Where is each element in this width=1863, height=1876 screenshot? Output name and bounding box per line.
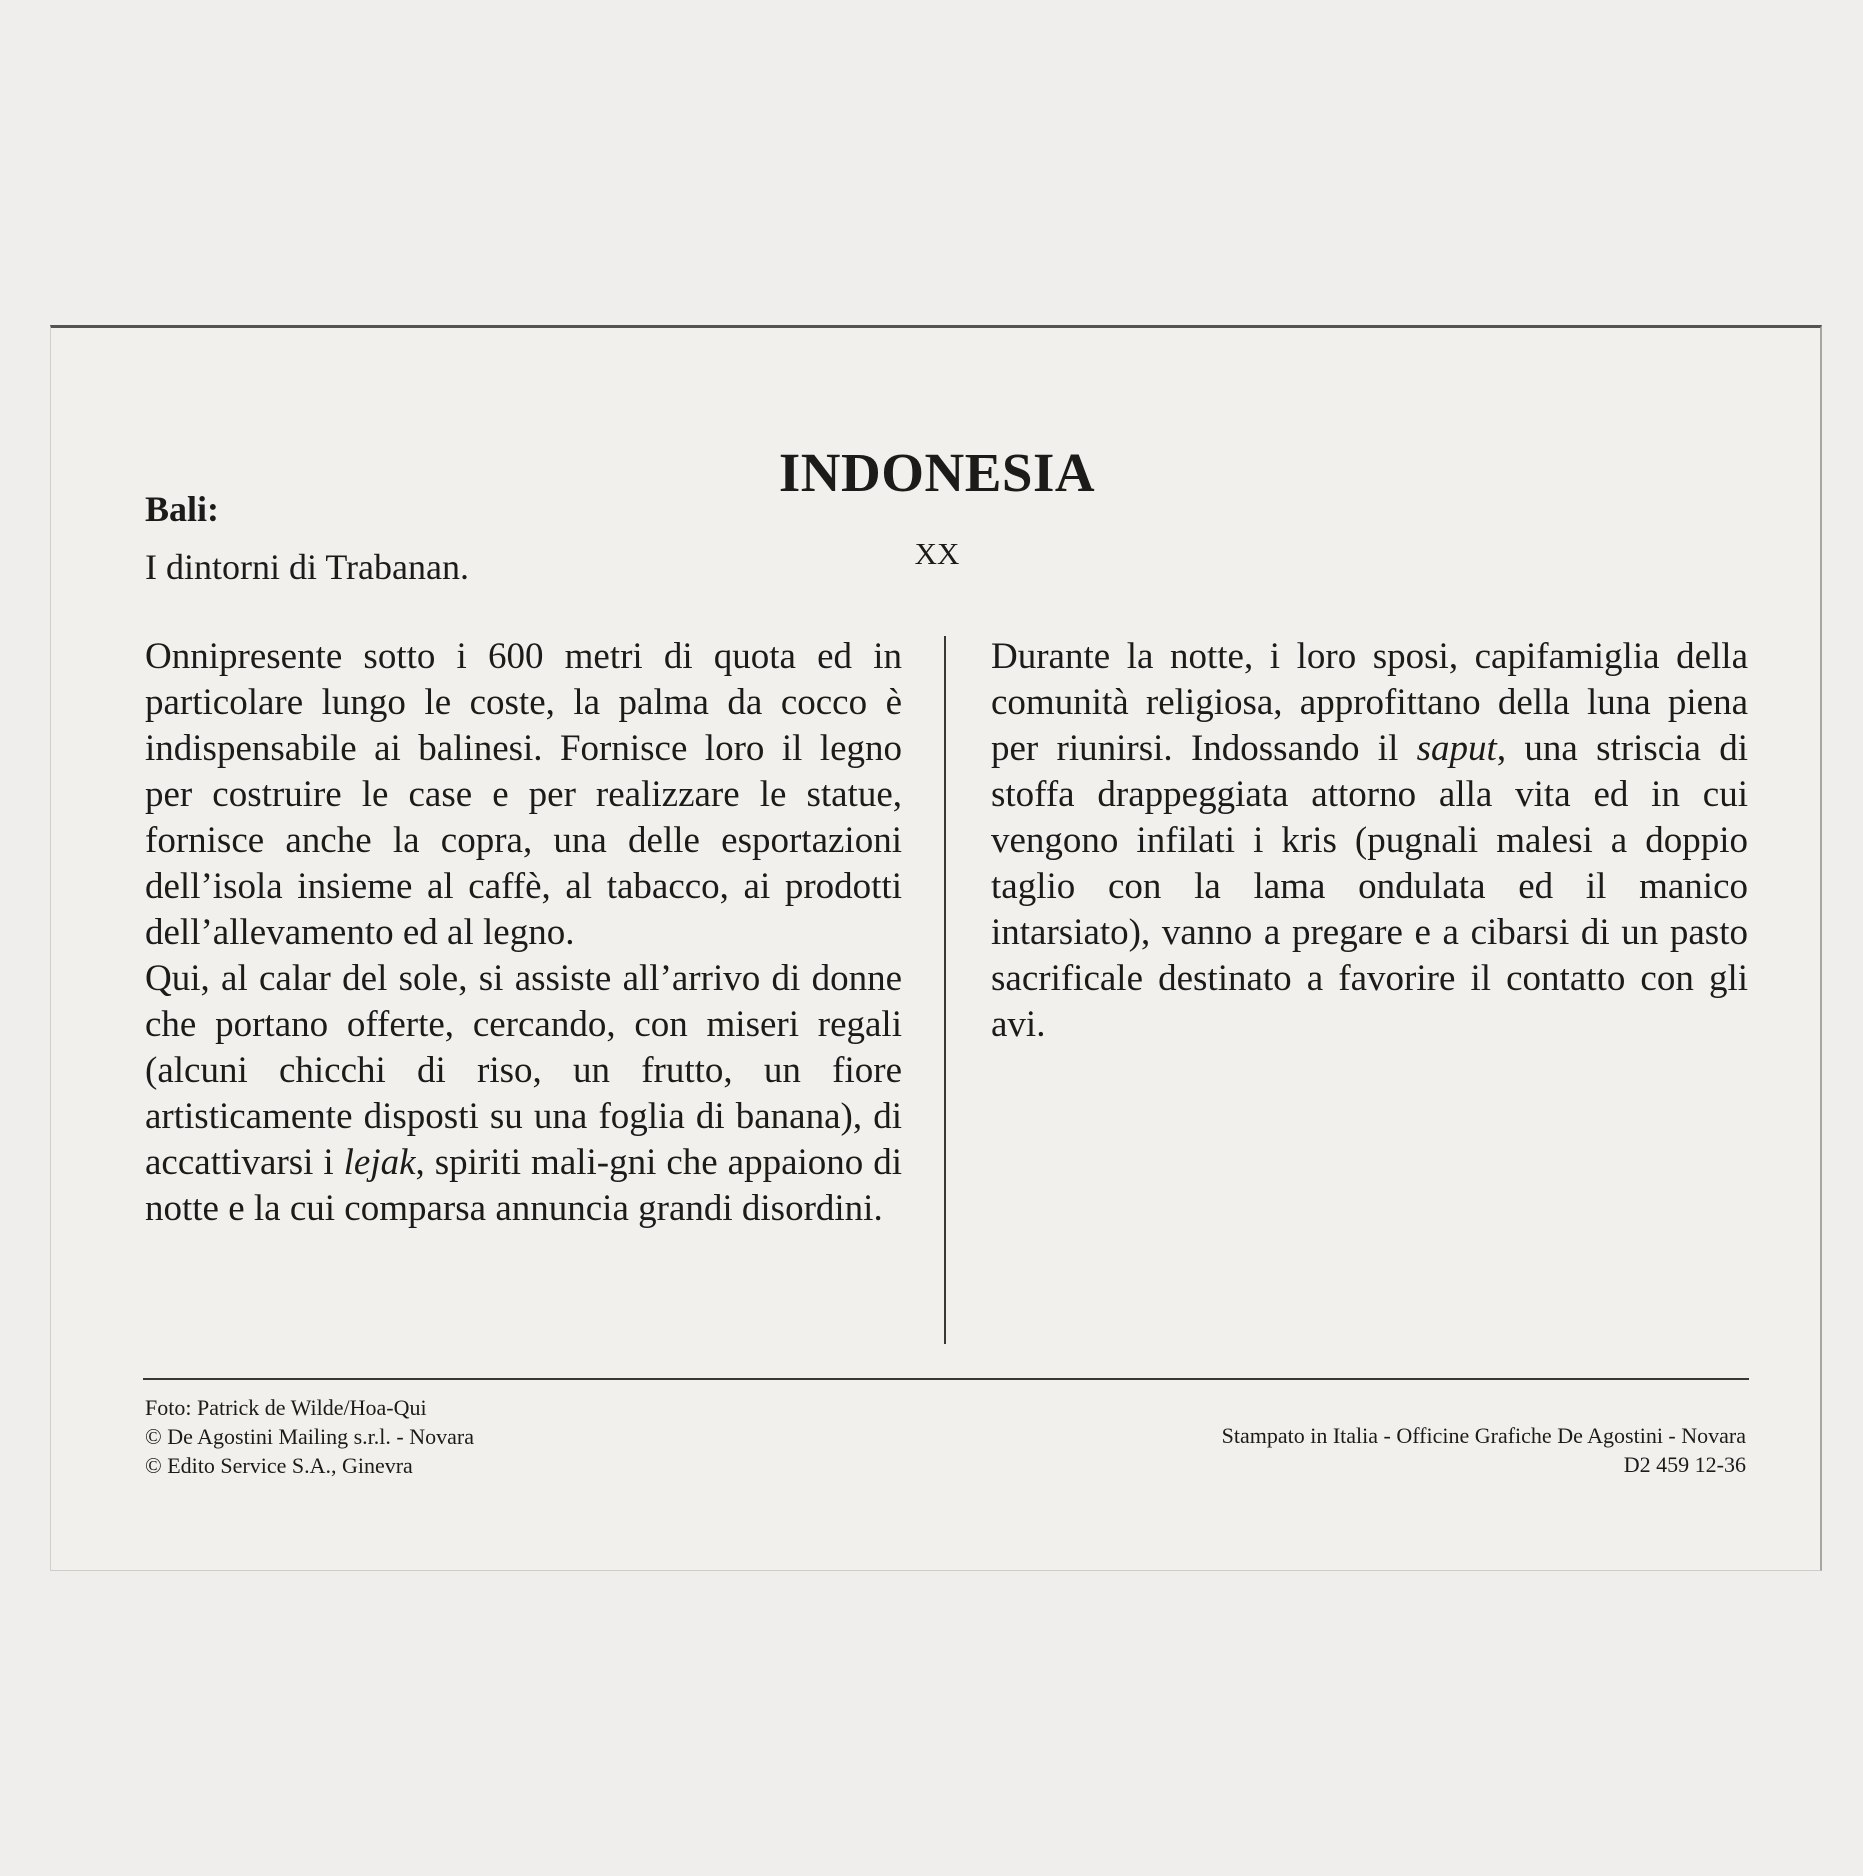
card-subtitle: I dintorni di Trabanan. bbox=[145, 547, 469, 587]
paragraph-offerings bbox=[145, 956, 902, 1232]
card-number: XX bbox=[914, 536, 960, 571]
printer-block bbox=[1222, 1421, 1746, 1479]
copyright-line: © Edito Service S.A., Ginevra bbox=[145, 1453, 413, 1478]
printed-in-line: Stampato in Italia - Officine Grafiche De Agostini - Novara bbox=[1221, 1423, 1746, 1448]
ritual-text-start: Durante la notte, i loro sposi, capifamiglia della comunità religiosa, approfittano della luna piena per riunirsi. Indossando il bbox=[991, 636, 1748, 769]
lejak-term: lejak bbox=[343, 1142, 416, 1183]
location-label: Bali: bbox=[145, 489, 220, 529]
ritual-text-end: , una striscia di stoffa drappeggiata attorno alla vita ed in cui vengono infilati i kris (pugnali malesi a doppio taglio con la lama ondulata ed il manico intarsiato), vanno a pregare e a cibarsi di un pasto sacrificale destinato a favorire il contatto con gli avi. bbox=[991, 728, 1748, 1045]
text-column-right bbox=[991, 634, 1748, 1048]
paragraph-night-ritual bbox=[991, 634, 1748, 1048]
copyright-line: © De Agostini Mailing s.r.l. - Novara bbox=[145, 1424, 474, 1449]
offerings-text-start: Qui, al calar del sole, si assiste all’arrivo di donne che portano offerte, cercando, con miseri regali (alcuni chicchi di riso, un frutto, un fiore artisticamente disposti su una foglia di banana), di accattivarsi i bbox=[145, 958, 902, 1183]
credits-block bbox=[145, 1393, 474, 1480]
offerings-text-end: , spiriti mali-gni che appaiono di notte e la cui comparsa annuncia grandi disordini. bbox=[145, 1142, 903, 1229]
footer-divider bbox=[143, 1378, 1749, 1380]
paragraph-coconut-palm: Onnipresente sotto i 600 metri di quota ed in particolare lungo le coste, la palma da cocco è indispensabile ai balinesi. Fornisce loro il legno per costruire le case e per realizzare le statue, fornisce anche la copra, una delle esportazioni dell’isola insieme al caffè, al tabacco, ai prodotti dell’allevamento ed al legno. bbox=[145, 636, 902, 953]
product-code: D2 459 12-36 bbox=[1623, 1452, 1746, 1477]
photo-credit: Foto: Patrick de Wilde/Hoa-Qui bbox=[145, 1395, 427, 1420]
column-divider bbox=[944, 636, 946, 1344]
text-column-left bbox=[145, 634, 902, 1232]
postcard-back bbox=[50, 325, 1822, 1571]
card-title: INDONESIA bbox=[778, 442, 1096, 503]
saput-term: saput bbox=[1416, 728, 1497, 769]
